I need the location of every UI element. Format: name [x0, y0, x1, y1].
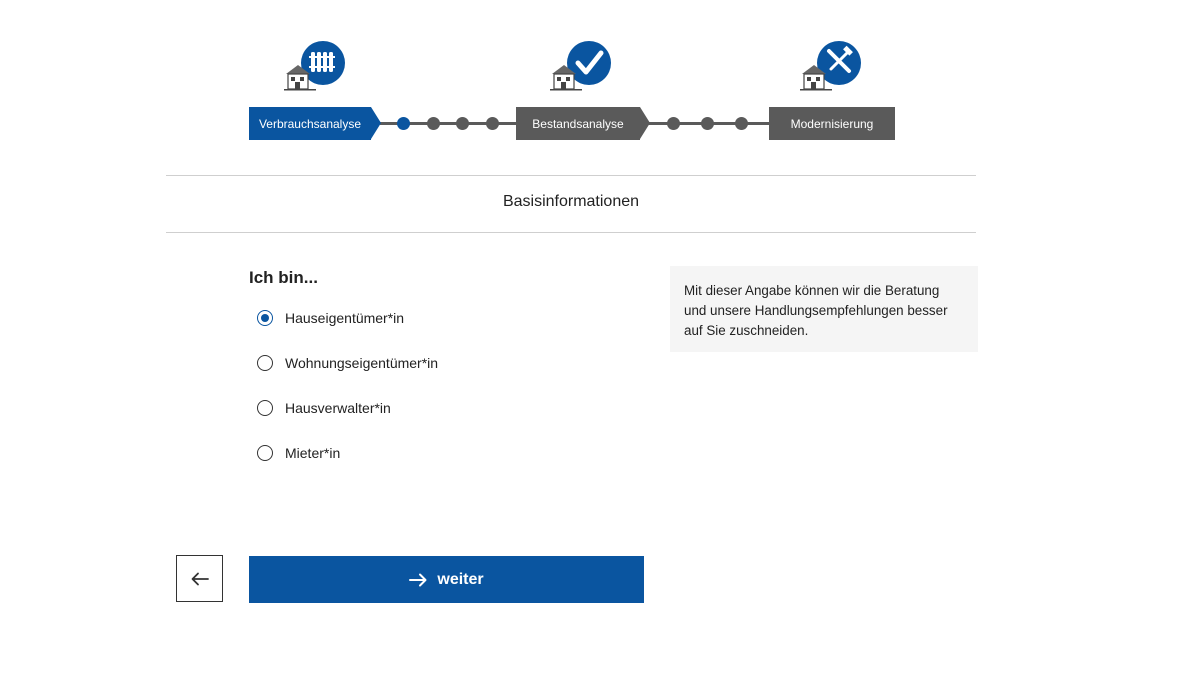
house-check-icon: [550, 38, 614, 94]
info-box: [670, 266, 978, 352]
step-arrow: [640, 107, 650, 139]
radio-label: Wohnungseigentümer*in: [285, 355, 439, 371]
step-label: Verbrauchsanalyse: [258, 116, 362, 131]
step-label: Bestandsanalyse: [532, 116, 624, 131]
house-radiator-icon: [284, 38, 348, 94]
radio-button[interactable]: [257, 400, 273, 416]
house-tools-icon: [800, 38, 864, 94]
step-label: Modernisierung: [790, 116, 874, 131]
radio-option-mieter[interactable]: [257, 445, 340, 461]
step-modernisierung[interactable]: [769, 107, 895, 140]
progress-dot: [701, 117, 714, 130]
progress-dot: [667, 117, 680, 130]
radio-label: Mieter*in: [285, 445, 341, 461]
radio-option-hausverwalter[interactable]: [257, 400, 391, 416]
progress-dot: [735, 117, 748, 130]
radio-label: Hauseigentümer*in: [285, 310, 405, 326]
step-bestandsanalyse[interactable]: [516, 107, 640, 140]
question-heading: Ich bin...: [249, 268, 318, 287]
next-button[interactable]: [249, 556, 644, 603]
step-verbrauchsanalyse[interactable]: [249, 107, 371, 140]
radio-button[interactable]: [257, 310, 273, 326]
radio-option-hauseigentuemer[interactable]: [257, 310, 404, 326]
info-text: Mit dieser Angabe können wir die Beratung und unsere Handlungsempfehlungen besser auf Sie zuschneiden.: [684, 283, 948, 338]
divider: [166, 232, 976, 233]
arrow-left-icon: [191, 572, 209, 586]
radio-button[interactable]: [257, 445, 273, 461]
divider: [166, 175, 976, 176]
radio-label: Hausverwalter*in: [285, 400, 391, 416]
progress-dot-current: [397, 117, 410, 130]
radio-option-wohnungseigentuemer[interactable]: [257, 355, 438, 371]
radio-button[interactable]: [257, 355, 273, 371]
progress-dot: [427, 117, 440, 130]
progress-dot: [456, 117, 469, 130]
back-button[interactable]: [176, 555, 223, 602]
step-arrow: [371, 107, 381, 139]
arrow-right-icon: [409, 573, 427, 587]
section-title: Basisinformationen: [502, 193, 640, 210]
progress-dot: [486, 117, 499, 130]
next-button-label: weiter: [437, 570, 484, 588]
